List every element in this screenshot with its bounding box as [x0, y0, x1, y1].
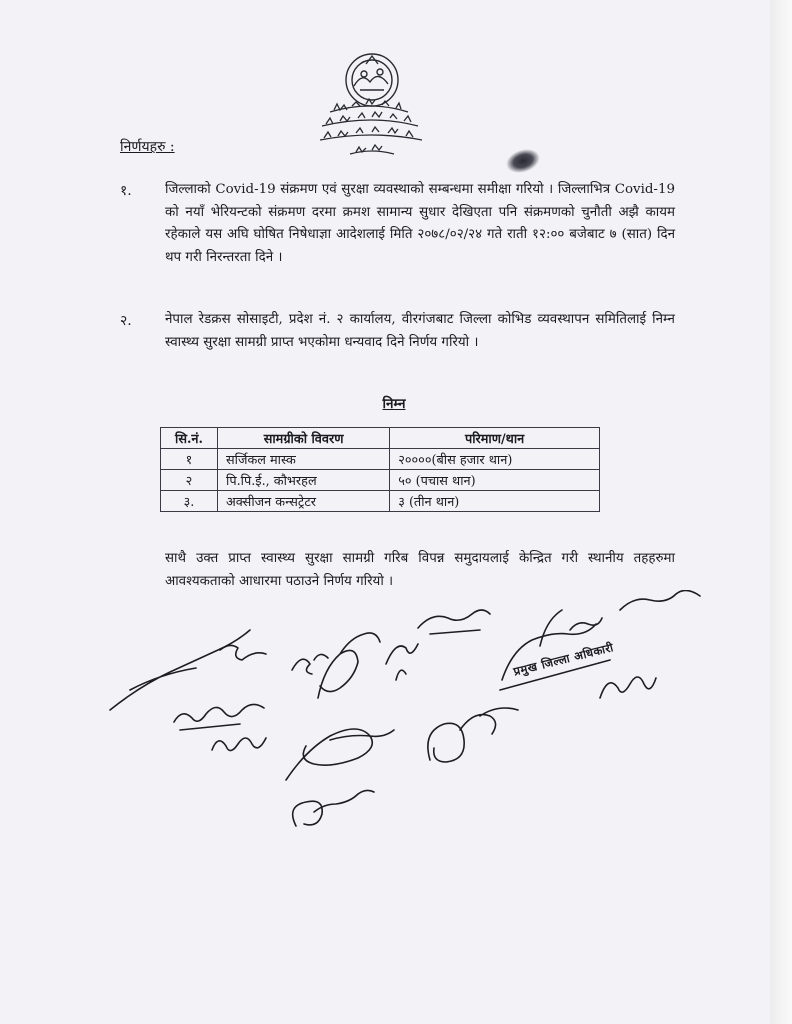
- row-description: अक्सीजन कन्सट्रेटर: [218, 491, 390, 512]
- signature: [174, 704, 264, 730]
- row-serial: २: [161, 470, 218, 491]
- header-description: सामग्रीको विवरण: [218, 428, 390, 449]
- item-2-number: २.: [120, 313, 132, 329]
- row-quantity: २००००(बीस हजार थान): [390, 449, 600, 470]
- signature: [600, 677, 656, 698]
- header-quantity: परिमाण/थान: [390, 428, 600, 449]
- signature: [386, 644, 418, 680]
- item-2-text: नेपाल रेडक्रस सोसाइटी, प्रदेश नं. २ कार्यालय, वीरगंजबाट जिल्ला कोभिड व्यवस्थापन समितिलाई निम्न स्वास्थ्य सुरक्षा सामग्री प्राप्त भएकोमा धन्यवाद दिने निर्णय गरियो ।: [165, 312, 675, 350]
- supplies-table: [160, 427, 600, 512]
- row-description: सर्जिकल मास्क: [218, 449, 390, 470]
- signature: [110, 630, 266, 710]
- signature: [292, 654, 328, 674]
- signature: [418, 610, 490, 634]
- signature: [293, 790, 374, 826]
- signature: [428, 708, 518, 762]
- table-row: [161, 470, 600, 491]
- closing-paragraph: साथै उक्त प्राप्त स्वास्थ्य सुरक्षा सामग्री गरिब विपन्न समुदायलाई केन्द्रित गरी स्थानीय तहहरुमा आवश्यकताको आधारमा पठाउने निर्णय गरियो ।: [165, 551, 675, 589]
- signature: [318, 633, 380, 698]
- table-title: निम्न: [382, 396, 406, 412]
- cdo-stamp: प्रमुख जिल्ला अधिकारी: [512, 640, 615, 679]
- item-1-text: जिल्लाको Covid-19 संक्रमण एवं सुरक्षा व्यवस्थाको सम्बन्धमा समीक्षा गरियो । जिल्लाभित्र Covid-19 को नयाँ भेरियन्टको संक्रमण दरमा क्रमश सामान्य सुधार देखिएता पनि संक्रमणको चुनौती अझै कायम रहेकाले यस अघि घोषित निषेधाज्ञा आदेशलाई मिति २०७८/०२/२४ गते राती १२:०० बजेबाट ७ (सात) दिन थप गरी निरन्तरता दिने ।: [165, 182, 675, 265]
- row-quantity: ३ (तीन थान): [390, 491, 600, 512]
- item-1-number: १.: [120, 183, 132, 199]
- row-serial: १: [161, 449, 218, 470]
- signature: [212, 738, 266, 751]
- decisions-heading: निर्णयहरु :: [120, 139, 175, 155]
- row-description: पि.पि.ई., कौभरहल: [218, 470, 390, 491]
- signature: [620, 590, 700, 610]
- signature: [286, 729, 394, 780]
- signatures: [100, 590, 720, 840]
- table-row: [161, 449, 600, 470]
- header-serial: सि.नं.: [161, 428, 218, 449]
- government-seal: [300, 42, 440, 162]
- row-quantity: ५० (पचास थान): [390, 470, 600, 491]
- table-header-row: [161, 428, 600, 449]
- table-row: [161, 491, 600, 512]
- row-serial: ३.: [161, 491, 218, 512]
- ink-smudge: [503, 145, 542, 176]
- page-edge: [770, 0, 792, 1024]
